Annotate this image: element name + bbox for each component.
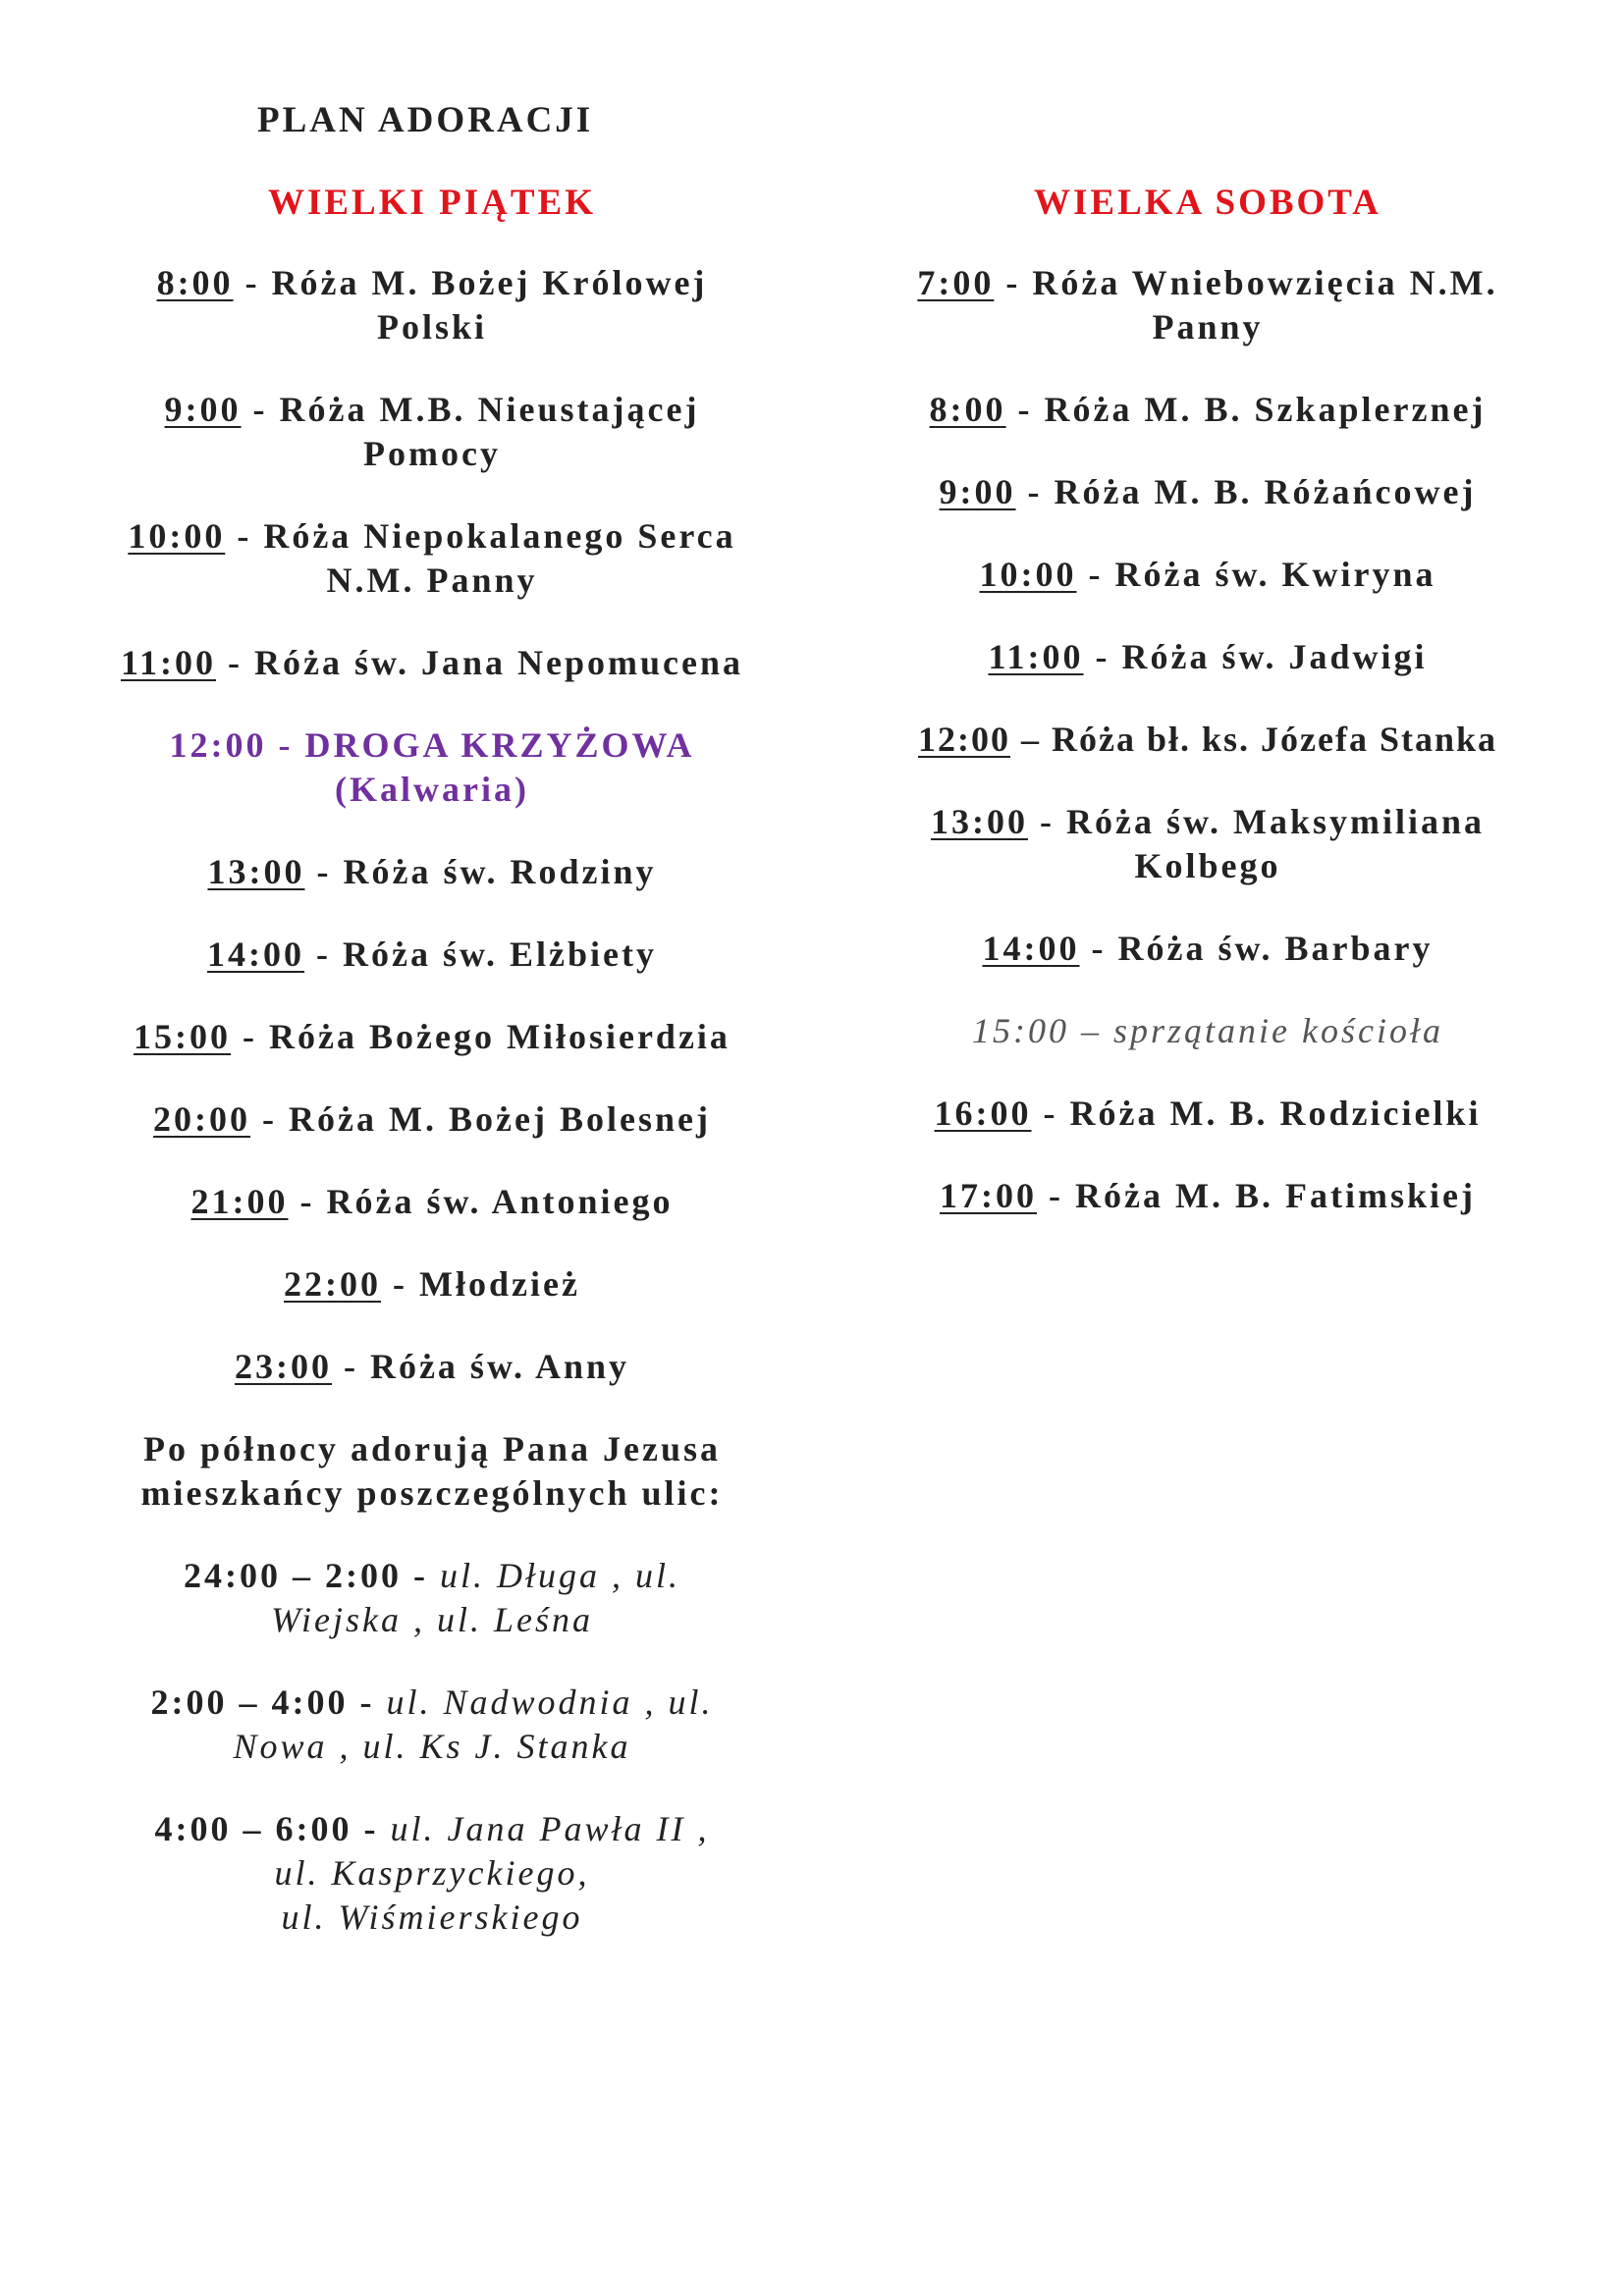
schedule-entry — [844, 800, 1571, 888]
schedule-entry — [79, 933, 785, 977]
entry-time: 7:00 — [917, 263, 995, 302]
night-adoration-intro: Po północy adorują Pana Jezusa mieszkańcy poszczególnych ulic: — [140, 1429, 724, 1513]
schedule-entry — [79, 1262, 785, 1307]
entry-text: - Róża M. B. Fatimskiej — [1037, 1176, 1476, 1215]
entry-time: 16:00 — [934, 1094, 1032, 1133]
entry-time: 21:00 — [190, 1182, 289, 1221]
entry-text: – Róża bł. ks. Józefa Stanka — [1009, 720, 1498, 759]
night-time: 4:00 – 6:00 - — [154, 1809, 379, 1848]
entry-time: 10:00 — [128, 516, 226, 556]
page-title: PLAN ADORACJI — [257, 100, 594, 140]
entry-text: - Róża św. Jadwigi — [1083, 637, 1428, 676]
entry-time: 14:00 — [982, 929, 1080, 968]
schedule-entry — [844, 261, 1571, 349]
friday-schedule — [79, 261, 785, 1389]
schedule-entry — [844, 1092, 1571, 1136]
entry-time: 11:00 — [120, 643, 216, 682]
entry-time: 17:00 — [940, 1176, 1038, 1215]
schedule-entry — [844, 635, 1571, 679]
saturday-schedule — [844, 261, 1571, 1218]
entry-text: - Róża M.B. Nieustającej Pomocy — [241, 390, 700, 473]
entry-text: - Róża św. Barbary — [1079, 929, 1434, 968]
entry-time: 13:00 — [207, 852, 305, 891]
entry-time: 14:00 — [207, 934, 305, 974]
schedule-entry — [79, 261, 785, 349]
night-entry — [79, 1807, 785, 1940]
entry-highlight-line2: (Kalwaria) — [335, 770, 529, 809]
night-time: 24:00 – 2:00 - — [184, 1556, 428, 1595]
schedule-entry — [79, 1180, 785, 1224]
entry-text: - Młodzież — [381, 1264, 580, 1304]
stations-of-cross-entry — [79, 723, 785, 812]
entry-text: - Róża św. Anny — [331, 1347, 630, 1386]
friday-column — [79, 179, 785, 1978]
entry-time: 15:00 — [134, 1017, 232, 1056]
schedule-entry — [79, 388, 785, 476]
entry-time: 9:00 — [939, 472, 1016, 511]
saturday-column — [844, 179, 1571, 1256]
entry-time: 12:00 — [917, 720, 1010, 759]
entry-time: 20:00 — [153, 1099, 251, 1139]
night-streets: ul. Długa , ul. Wiejska , ul. Leśna — [271, 1556, 680, 1639]
entry-text: - Róża M. B. Różańcowej — [1015, 472, 1477, 511]
entry-text: - Róża Bożego Miłosierdzia — [231, 1017, 731, 1056]
schedule-entry — [79, 1015, 785, 1059]
schedule-entry — [844, 388, 1571, 432]
entry-text: - Róża św. Rodziny — [304, 852, 657, 891]
schedule-entry — [79, 850, 785, 894]
entry-text: - Róża Wniebowzięcia N.M. Panny — [994, 263, 1498, 347]
schedule-entry — [79, 1345, 785, 1389]
saturday-heading: WIELKA SOBOTA — [1034, 183, 1381, 223]
entry-text: - Róża M. B. Rodzicielki — [1031, 1094, 1482, 1133]
schedule-entry — [79, 1097, 785, 1142]
entry-time: 9:00 — [164, 390, 242, 429]
entry-text: - Róża M. Bożej Królowej Polski — [233, 263, 708, 347]
schedule-entry — [844, 1174, 1571, 1218]
entry-text: - Róża Niepokalanego Serca N.M. Panny — [225, 516, 736, 600]
schedule-entry — [844, 470, 1571, 514]
entry-text: - Róża św. Jana Nepomucena — [216, 643, 743, 682]
night-streets-continued: ul. Wiśmierskiego — [281, 1897, 583, 1937]
entry-text: - Róża św. Kwiryna — [1076, 555, 1436, 594]
schedule-entry — [844, 927, 1571, 971]
night-entry — [79, 1681, 785, 1769]
entry-text: - Róża św. Elżbiety — [304, 934, 657, 974]
entry-text: - Róża M. Bożej Bolesnej — [250, 1099, 711, 1139]
friday-heading: WIELKI PIĄTEK — [267, 183, 597, 223]
entry-text: - Róża św. Antoniego — [288, 1182, 674, 1221]
entry-time: 8:00 — [156, 263, 234, 302]
schedule-entry — [79, 514, 785, 603]
entry-time: 13:00 — [930, 802, 1028, 841]
schedule-entry — [79, 641, 785, 685]
entry-text: - Róża M. B. Szkaplerznej — [1005, 390, 1487, 429]
schedule-entry — [844, 718, 1571, 762]
night-streets: ul. Nadwodnia , ul. Nowa , ul. Ks J. Stanka — [233, 1682, 714, 1766]
entry-time: 11:00 — [988, 637, 1084, 676]
entry-time: 22:00 — [284, 1264, 382, 1304]
schedule-entry — [844, 553, 1571, 597]
night-streets: ul. Jana Pawła II , ul. Kasprzyckiego, — [274, 1809, 710, 1893]
entry-text: - Róża św. Maksymiliana Kolbego — [1027, 802, 1485, 885]
cleaning-note: 15:00 – sprzątanie kościoła — [972, 1011, 1443, 1050]
entry-highlight-line1: 12:00 - DROGA KRZYŻOWA — [169, 725, 695, 765]
night-entry — [79, 1554, 785, 1642]
entry-time: 23:00 — [234, 1347, 332, 1386]
entry-time: 10:00 — [979, 555, 1077, 594]
night-time: 2:00 – 4:00 - — [150, 1682, 375, 1722]
entry-time: 8:00 — [929, 390, 1006, 429]
